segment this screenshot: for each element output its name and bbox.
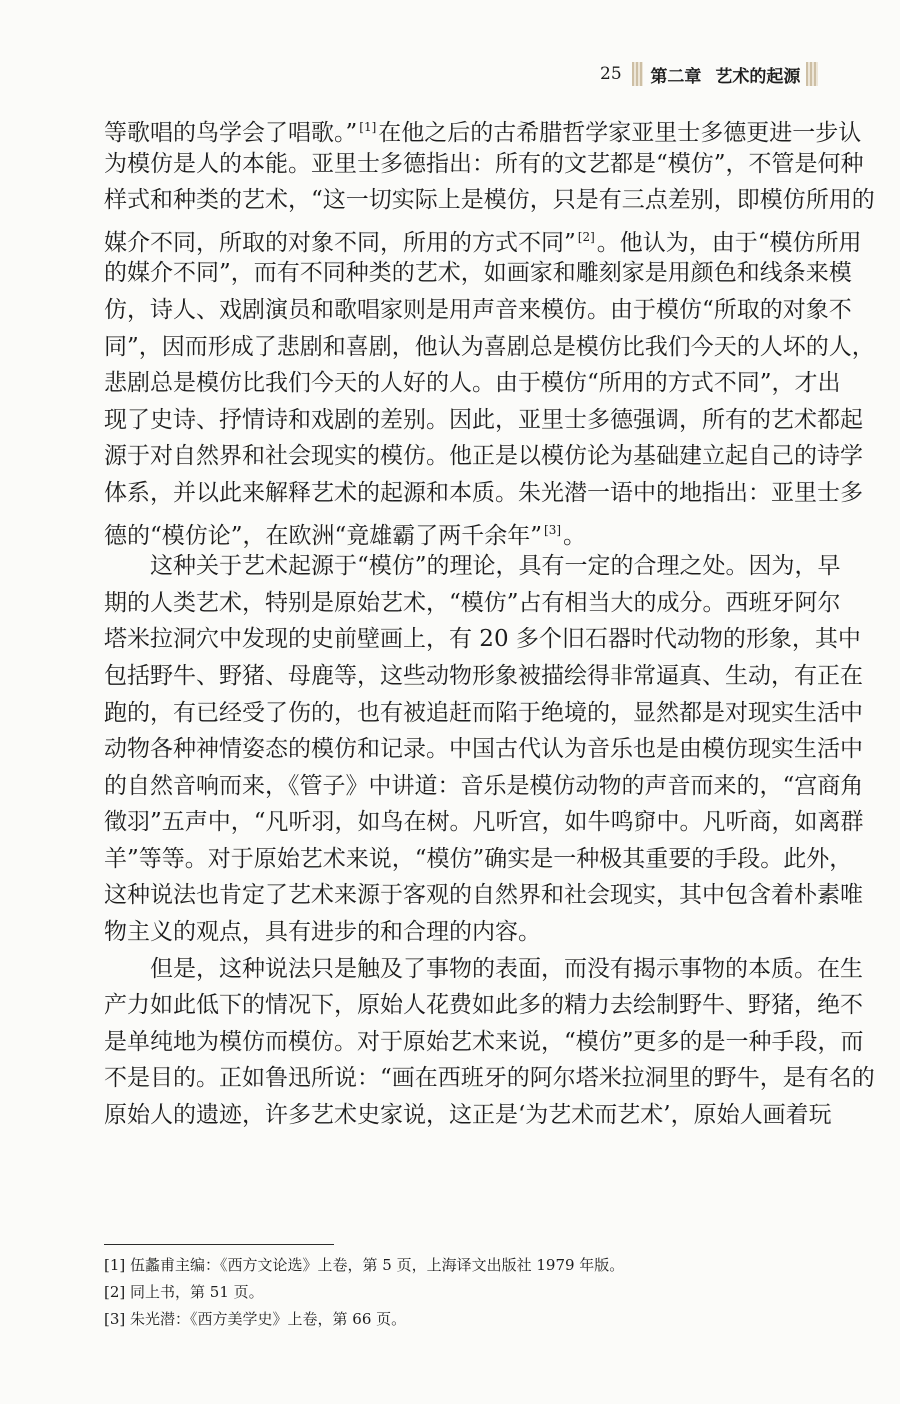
header-ornament-right <box>806 62 818 86</box>
text-line: 悲剧总是模仿比我们今天的人好的人。由于模仿“所用的方式不同”，才出 <box>104 370 841 397</box>
footnote-ref: [2] <box>577 229 595 244</box>
text-run: 德的“模仿论”，在欧洲“竟雄霸了两千余年” <box>104 522 543 549</box>
text-run: 媒介不同，所取的对象不同，所用的方式不同” <box>104 229 576 256</box>
text-line: 为模仿是人的本能。亚里士多德指出：所有的文艺都是“模仿”，不管是何种 <box>104 150 864 177</box>
text-line: 跑的，有已经受了伤的，也有被追赶而陷于绝境的，显然都是对现实生活中 <box>104 699 863 726</box>
header-ornament-left <box>632 62 644 86</box>
text-run: 在他之后的古希腊哲学家亚里士多德更进一步认 <box>378 120 862 146</box>
text-line <box>104 109 862 146</box>
text-line: 包括野牛、野猪、母鹿等，这些动物形象被描绘得非常逼真、生动，有正在 <box>104 662 863 689</box>
text-run: 。他认为，由于“模仿所用 <box>596 229 862 256</box>
footnotes <box>104 1252 824 1333</box>
text-line: 现了史诗、抒情诗和戏剧的差别。因此，亚里士多德强调，所有的艺术都起 <box>104 406 863 433</box>
footnote-separator <box>104 1244 334 1245</box>
chapter-title: 艺术的起源 <box>715 66 801 87</box>
text-line: 这种关于艺术起源于“模仿”的理论，具有一定的合理之处。因为，早 <box>150 553 841 580</box>
body-text <box>104 109 875 1134</box>
page-number: 25 <box>600 64 622 84</box>
text-line: 期的人类艺术，特别是原始艺术，“模仿”占有相当大的成分。西班牙阿尔 <box>104 589 841 616</box>
footnote-ref: [3] <box>544 522 562 537</box>
text-line: 的媒介不同”，而有不同种类的艺术，如画家和雕刻家是用颜色和线条来模 <box>104 260 852 287</box>
text-line <box>104 512 824 549</box>
text-line: 是单纯地为模仿而模仿。对于原始艺术来说，“模仿”更多的是一种手段，而 <box>104 1028 864 1055</box>
running-header <box>600 58 818 90</box>
text-line: 但是，这种说法只是触及了事物的表面，而没有揭示事物的本质。在生 <box>150 955 863 982</box>
footnote: [1] 伍蠡甫主编：《西方文论选》上卷，第 5 页，上海译文出版社 1979 年版。 <box>104 1256 625 1274</box>
text-run: 。 <box>563 522 587 549</box>
text-line: 物主义的观点，具有进步的和合理的内容。 <box>104 919 541 946</box>
text-line: 仿，诗人、戏剧演员和歌唱家则是用声音来模仿。由于模仿“所取的对象不 <box>104 296 852 323</box>
text-line: 这种说法也肯定了艺术来源于客观的自然界和社会现实，其中包含着朴素唯 <box>104 882 863 909</box>
text-line: 的自然音响而来，《管子》中讲道：音乐是模仿动物的声音而来的，“宫商角 <box>104 772 864 799</box>
text-line: 徵羽”五声中，“凡听羽，如鸟在树。凡听宫，如牛鸣窌中。凡听商，如离群 <box>104 809 864 836</box>
chapter-heading <box>650 62 800 87</box>
text-line: 羊”等等。对于原始艺术来说，“模仿”确实是一种极其重要的手段。此外， <box>104 845 853 872</box>
text-line: 不是目的。正如鲁迅所说：“画在西班牙的阿尔塔米拉洞里的野牛，是有名的 <box>104 1065 875 1092</box>
footnote: [2] 同上书，第 51 页。 <box>104 1283 264 1301</box>
text-run: 等歌唱的鸟学会了唱歌。” <box>104 120 358 146</box>
text-line: 动物各种神情姿态的模仿和记录。中国古代认为音乐也是由模仿现实生活中 <box>104 736 863 763</box>
text-line: 体系，并以此来解释艺术的起源和本质。朱光潜一语中的地指出：亚里士多 <box>104 479 863 506</box>
text-line: 同”，因而形成了悲剧和喜剧，他认为喜剧总是模仿比我们今天的人坏的人， <box>104 333 875 360</box>
footnote: [3] 朱光潜：《西方美学史》上卷，第 66 页。 <box>104 1310 407 1328</box>
text-line <box>104 219 862 256</box>
text-line: 样式和种类的艺术，“这一切实际上是模仿，只是有三点差别，即模仿所用的 <box>104 187 875 214</box>
text-line: 塔米拉洞穴中发现的史前壁画上，有 20 多个旧石器时代动物的形象，其中 <box>104 626 861 653</box>
text-line: 原始人的遗迹，许多艺术史家说，这正是‘为艺术而艺术’，原始人画着玩 <box>104 1102 832 1129</box>
text-line: 源于对自然界和社会现实的模仿。他正是以模仿论为基础建立起自己的诗学 <box>104 443 863 470</box>
footnote-ref: [1] <box>359 120 377 134</box>
chapter-label: 第二章 <box>650 66 702 87</box>
text-line: 产力如此低下的情况下，原始人花费如此多的精力去绘制野牛、野猪，绝不 <box>104 992 863 1019</box>
